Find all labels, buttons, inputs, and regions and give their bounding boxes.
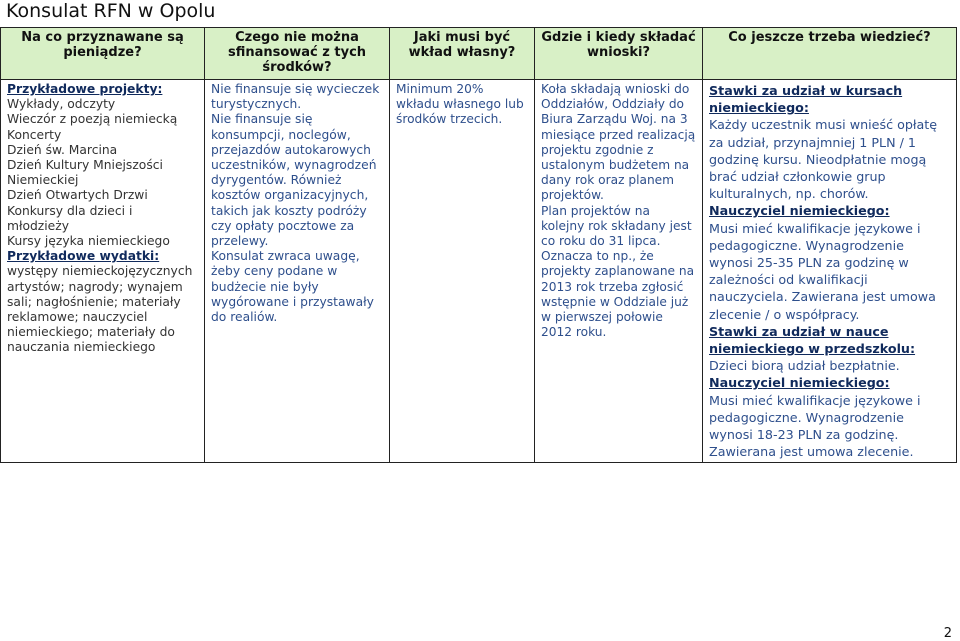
header-row — [1, 28, 957, 80]
price-note: Konsulat zwraca uwagę, żeby ceny podane w budżecie nie były wygórowane i przystawały do realiów. — [211, 249, 374, 325]
project-item: Wykłady, odczyty — [7, 97, 116, 112]
project-item: Dzień Kultury Mniejszości Niemieckiej — [7, 158, 163, 188]
project-item: Dzień Otwartych Drzwi — [7, 188, 148, 203]
project-item: Kursy języka niemieckiego — [7, 234, 170, 249]
header-cell-own-contribution: Jaki musi być wkład własny? — [390, 28, 535, 80]
preschool-teacher-text: Musi mieć kwalifikacje językowe i pedagogiczne. Wynagrodzenie wynosi 18-23 PLN za godzinę. Zawierana jest umowa zlecenie. — [709, 392, 921, 460]
submission-process: Koła składają wnioski do Oddziałów, Oddziały do Biura Zarządu Woj. na 3 miesiące przed realizacją projektu zgodnie z ustalonym budżetem na dany rok oraz planem projektów. — [541, 82, 696, 203]
content-row — [1, 80, 957, 463]
header-cell-funding: Na co przyznawane są pieniądze? — [1, 28, 205, 80]
preschool-fees-text: Dzieci biorą udział bezpłatnie. — [709, 358, 900, 374]
project-item: Konkursy dla dzieci i młodzieży — [7, 203, 133, 233]
info-table — [0, 27, 957, 463]
course-fees-label: Stawki za udział w kursach niemieckiego: — [709, 83, 903, 116]
header-cell-additional-info: Co jeszcze trzeba wiedzieć? — [703, 28, 957, 80]
cell-additional-info — [703, 80, 957, 463]
not-financed-trips: Nie finansuje się wycieczek turystycznych. — [211, 82, 380, 112]
course-fees-text: Każdy uczestnik musi wnieść opłatę za udział, przynajmniej 1 PLN / 1 godzinę kursu. Nieodpłatnie mogą brać udział członkowie grup kulturalnych, np. chorów. — [709, 117, 938, 202]
cell-own-contribution — [390, 80, 535, 463]
expenses-text: występy niemieckojęzycznych artystów; nagrody; wynajem sali; nagłośnienie; materiały reklamowe; nauczyciel niemieckiego; materiały do nauczania niemieckiego — [7, 264, 193, 355]
projects-label: Przykładowe projekty: — [7, 82, 163, 96]
cell-not-financed — [205, 80, 390, 463]
project-item: Wieczór z poezją niemiecką — [7, 112, 178, 127]
cell-where-when — [535, 80, 703, 463]
not-financed-costs: Nie finansuje się konsumpcji, noclegów, przejazdów autokarowych uczestników, wynagrodzeń dyrygentów. Również kosztów organizacyjnych, takich jak koszty podróży czy opłaty pocztowe za przelewy. — [211, 112, 377, 249]
plan-deadline: Plan projektów na kolejny rok składany jest co roku do 31 lipca. — [541, 203, 692, 249]
example-note: Oznacza to np., że projekty zaplanowane na 2013 rok trzeba zgłosić wstępnie w Oddziale już w pierwszej połowie 2012 roku. — [541, 249, 695, 340]
own-contribution-text: Minimum 20% wkładu własnego lub środków trzecich. — [396, 82, 524, 127]
header-cell-not-financed: Czego nie można sfinansować z tych środków? — [205, 28, 390, 80]
teacher-text: Musi mieć kwalifikacje językowe i pedagogiczne. Wynagrodzenie wynosi 25-35 PLN za godzinę w zależności od kwalifikacji nauczyciela. Zawierana jest umowa zlecenie / o współpracy. — [709, 220, 936, 322]
preschool-fees-label: Stawki za udział w nauce niemieckiego w przedszkolu: — [709, 323, 916, 357]
cell-funding — [1, 80, 205, 463]
project-item: Koncerty — [7, 127, 62, 142]
page-number: 2 — [943, 626, 952, 641]
page-title: Konsulat RFN w Opolu — [6, 0, 216, 22]
preschool-teacher-label: Nauczyciel niemieckiego: — [709, 375, 890, 391]
header-cell-where-when: Gdzie i kiedy składać wnioski? — [535, 28, 703, 80]
project-item: Dzień św. Marcina — [7, 142, 118, 157]
expenses-label: Przykładowe wydatki: — [7, 249, 160, 264]
teacher-label: Nauczyciel niemieckiego: — [709, 203, 890, 219]
